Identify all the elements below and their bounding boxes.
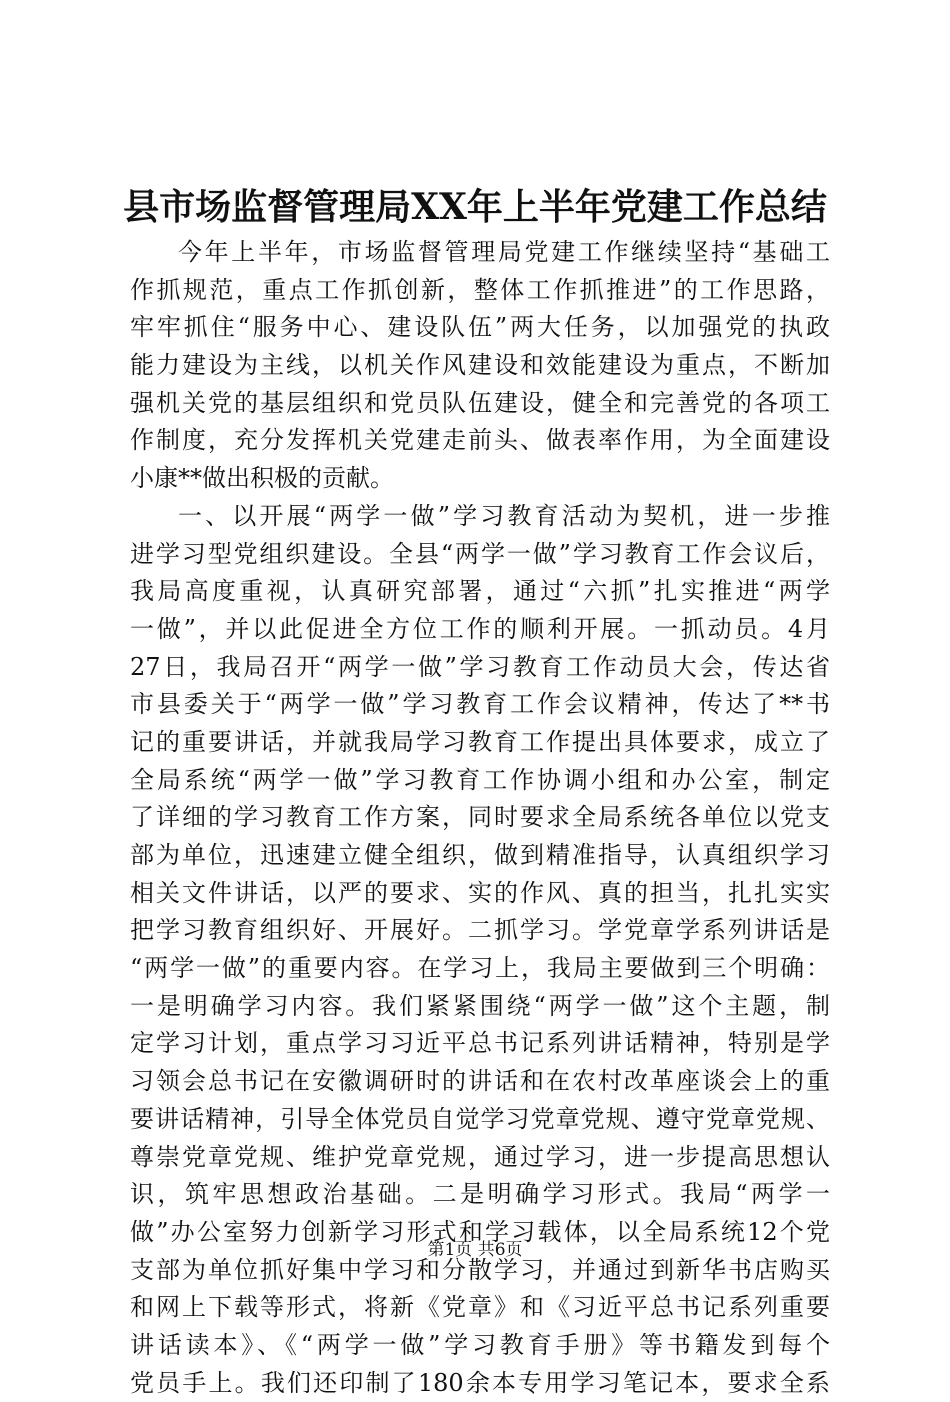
body-line: 记的重要讲话，并就我局学习教育工作提出具体要求，成立了: [130, 727, 830, 756]
document-title: 县市场监督管理局XX年上半年党建工作总结: [123, 186, 827, 228]
body-line: 和网上下载等形式，将新《党章》和《习近平总书记系列重要: [130, 1293, 830, 1322]
body-line: 部为单位，迅速建立健全组织，做到精准指导，认真组织学习: [130, 841, 830, 869]
body-line: 一是明确学习内容。我们紧紧围绕“两学一做”这个主题，制: [130, 991, 830, 1020]
body-line: 把学习教育组织好、开展好。二抓学习。学党章学系列讲话是: [130, 916, 830, 945]
body-line: 党员手上。我们还印制了180余本专用学习笔记本，要求全系: [130, 1368, 830, 1397]
page-number: 第1页 共6页: [427, 1240, 523, 1260]
body-line: 习领会总书记在安徽调研时的讲话和在农村改革座谈会上的重: [130, 1067, 830, 1096]
body-line: 作制度，充分发挥机关党建走前头、做表率作用，为全面建设: [130, 426, 830, 455]
body-line: 做”办公室努力创新学习形式和学习载体，以全局系统12个党: [130, 1217, 830, 1246]
body-line: 27日，我局召开“两学一做”学习教育工作动员大会，传达省: [130, 652, 830, 681]
body-line: “两学一做”的重要内容。在学习上，我局主要做到三个明确：: [130, 954, 830, 983]
body-line: 支部为单位抓好集中学习和分散学习，并通过到新华书店购买: [130, 1255, 830, 1284]
body-line: 讲话读本》、《“两学一做”学习教育手册》等书籍发到每个: [130, 1330, 830, 1359]
body-line: 尊崇党章党规、维护党章党规，通过学习，进一步提高思想认: [130, 1142, 830, 1171]
body-line: 强机关党的基层组织和党员队伍建设，健全和完善党的各项工: [130, 388, 830, 417]
body-line: 进学习型党组织建设。全县“两学一做”学习教育工作会议后，: [130, 539, 830, 568]
body-line: 一做”，并以此促进全方位工作的顺利开展。一抓动员。4月: [130, 614, 830, 643]
body-line: 能力建设为主线，以机关作风建设和效能建设为重点，不断加: [130, 351, 830, 380]
body-line: 了详细的学习教育工作方案，同时要求全局系统各单位以党支: [130, 803, 830, 832]
body-line: 作抓规范，重点工作抓创新，整体工作抓推进”的工作思路，: [130, 275, 830, 304]
body-line: 我局高度重视，认真研究部署，通过“六抓”扎实推进“两学: [130, 577, 830, 606]
body-line: 要讲话精神，引导全体党员自觉学习党章党规、遵守党章党规、: [130, 1104, 830, 1133]
body-line: 今年上半年，市场监督管理局党建工作继续坚持“基础工: [178, 238, 830, 266]
body-line: 一、以开展“两学一做”学习教育活动为契机，进一步推: [178, 501, 830, 530]
body-line: 市县委关于“两学一做”学习教育工作会议精神，传达了**书: [130, 690, 830, 719]
body-line: 小康**做出积极的贡献。: [130, 464, 394, 493]
document-body: [130, 234, 830, 1402]
body-line: 相关文件讲话，以严的要求、实的作风、真的担当，扎扎实实: [130, 878, 830, 907]
body-line: 定学习计划，重点学习习近平总书记系列讲话精神，特别是学: [130, 1029, 830, 1058]
body-line: 识，筑牢思想政治基础。二是明确学习形式。我局“两学一: [130, 1180, 830, 1209]
body-line: 牢牢抓住“服务中心、建设队伍”两大任务，以加强党的执政: [130, 313, 830, 342]
body-line: 全局系统“两学一做”学习教育工作协调小组和办公室，制定: [130, 765, 830, 794]
